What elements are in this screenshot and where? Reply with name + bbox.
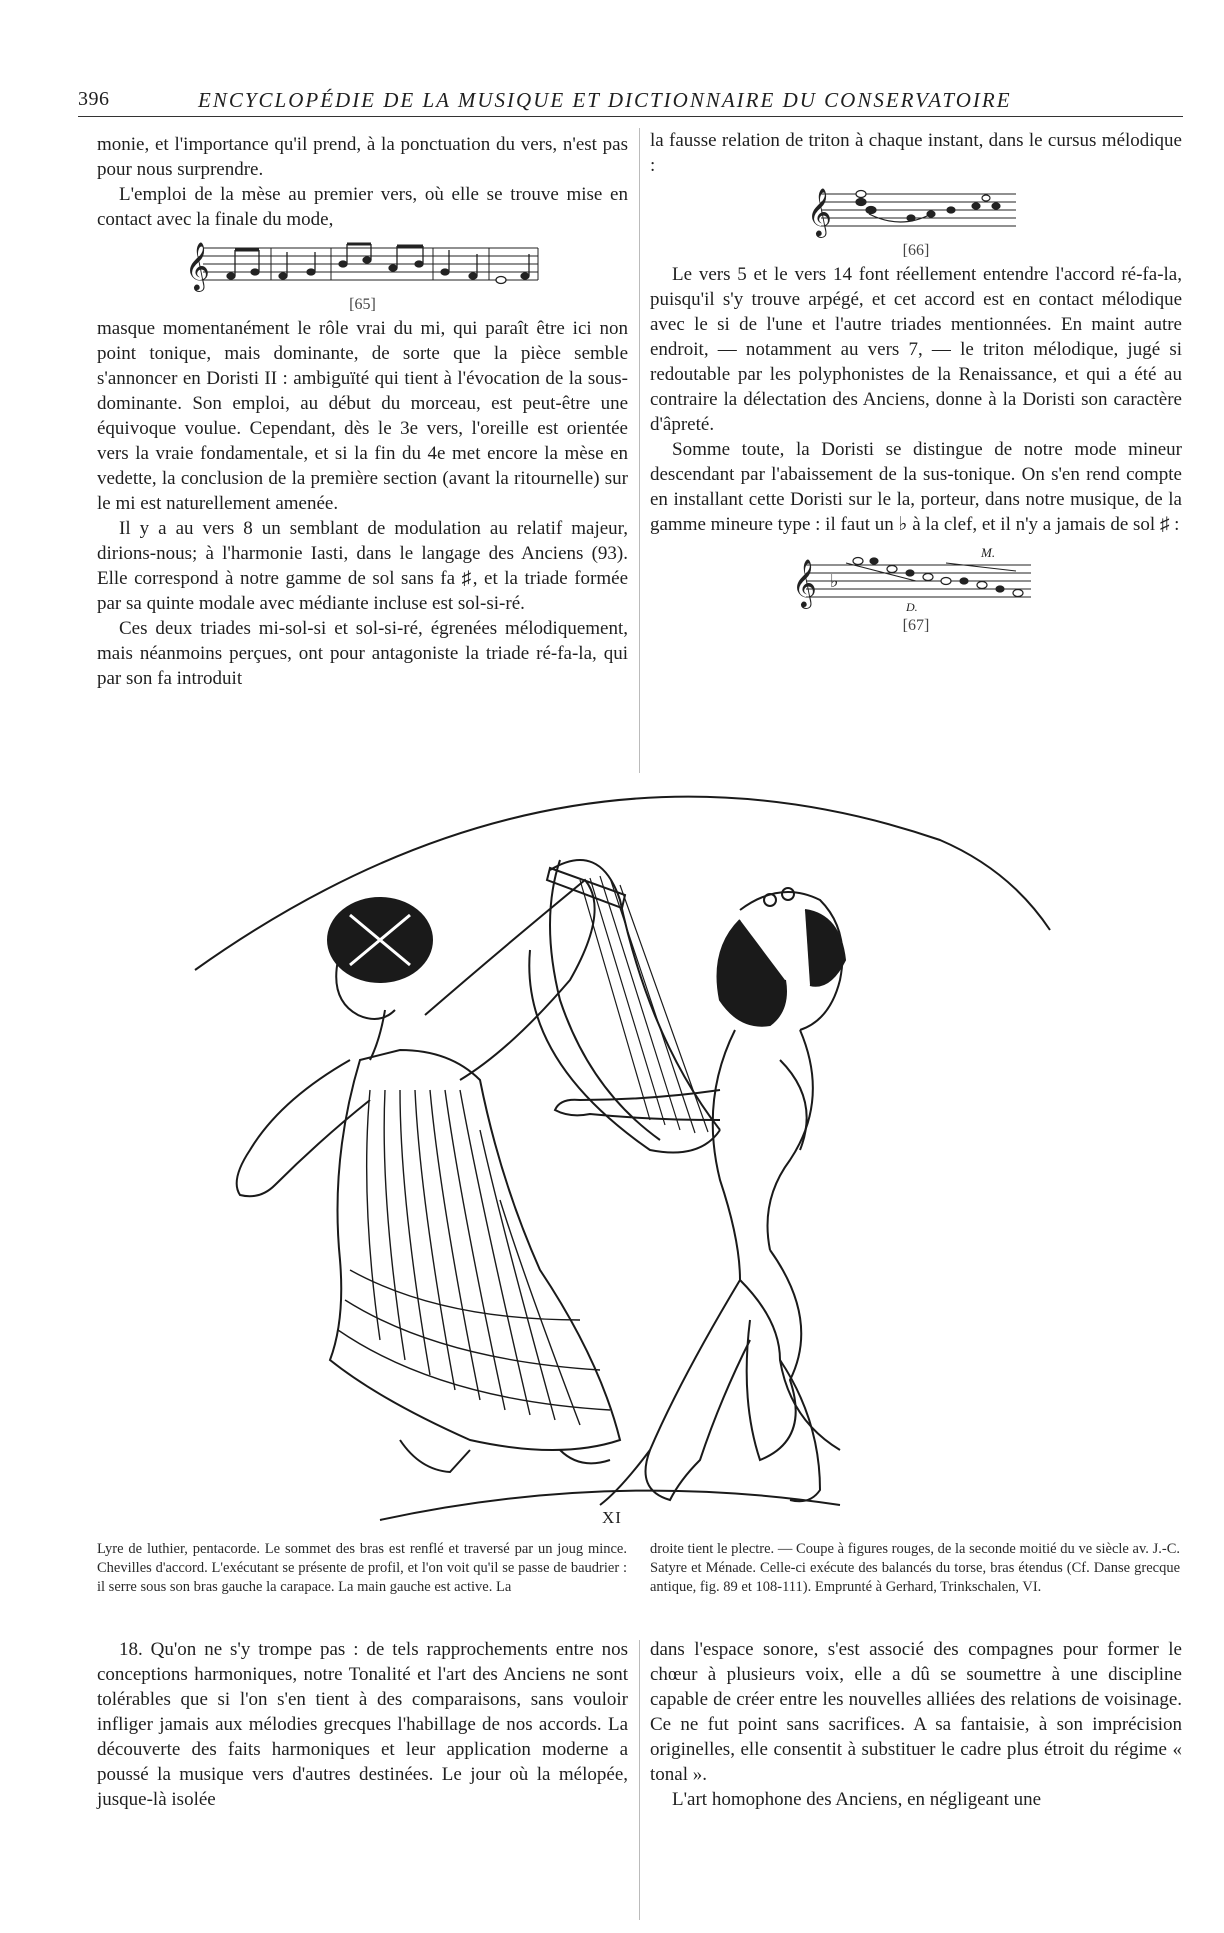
music-example-67 xyxy=(792,541,1036,614)
right-column-top xyxy=(650,128,1182,637)
figure-caption-right: droite tient le plectre. — Coupe à figures rouges, de la seconde moitié du ve siècle av. J.-C. Satyre et Ménade. Celle-ci exécute des balancés du torse, bras étendus (Cf. Danse grecque antique, fig. 89 et 108-111). Emprunté à Gerhard, Trinkschalen, VI. xyxy=(650,1541,1180,1595)
paragraph: Le vers 5 et le vers 14 font réellement entendre l'accord ré-fa-la, puisqu'il s'y trouve arpégé, et cet accord est en contact mélodique avec le si de l'une et l'autre triades mentionnées. En maint autre endroit, — notamment au vers 7, — le triton mélodique, jugé si redoutable par les polyphonistes de la Renaissance, et qui a été au contraire la délectation des Anciens, donne à la Doristi son caractère d'âpreté. xyxy=(650,264,1182,435)
example-label: [65] xyxy=(349,296,376,313)
figure-caption-left: Lyre de luthier, pentacorde. Le sommet des bras est renflé et traversé par un joug mince. Chevilles d'accord. L'exécutant se présente de profil, et l'on voit qu'il se passe de baudrier : il serre sous son bras gauche la carapace. La main gauche est active. La xyxy=(97,1541,627,1595)
column-divider xyxy=(639,128,640,773)
paragraph: L'art homophone des Anciens, en négligeant une xyxy=(672,1789,1042,1810)
example-mark-m: M. xyxy=(981,545,996,560)
paragraph: Ces deux triades mi-sol-si et sol-si-ré, égrenées mélodiquement, mais néanmoins perçues, ont pour antagoniste la triade ré-fa-la, qui par son fa introduit xyxy=(97,618,628,689)
music-example-65 xyxy=(183,236,543,292)
paragraph: monie, et l'importance qu'il prend, à la ponctuation du vers, n'est pas pour nous surprendre. xyxy=(97,134,628,180)
svg-text:𝄞: 𝄞 xyxy=(184,241,210,290)
paragraph-section-18: 18. Qu'on ne s'y trompe pas : de tels rapprochements entre nos conceptions harmoniques, notre Tonalité et l'art des Anciens ne sont tolérables que si l'on s'en tient à des comparaisons, sans vouloir infliger jamais aux mélodies grecques l'habillage de nos accords. La découverte des faits harmoniques et leur application moderne a poussé la musique vers d'autres destinées. Le jour où la mélopée, jusque-là isolée xyxy=(97,1639,628,1810)
svg-text:♭: ♭ xyxy=(830,571,839,592)
svg-text:𝄞: 𝄞 xyxy=(792,558,817,607)
music-example-66 xyxy=(807,182,1021,238)
header-rule xyxy=(78,116,1183,117)
paragraph: Il y a au vers 8 un semblant de modulation au relatif majeur, dirions-nous; à l'harmonie Iasti, dans le langage des Anciens (93). Elle correspond à notre gamme de sol sans fa ♯, et la triade formée par sa quinte modale avec médiante incluse est sol-si-ré. xyxy=(97,518,628,614)
paragraph: Somme toute, la Doristi se distingue de notre mode mineur descendant par l'abaissement de la sus-tonique. On s'en rend compte en installant cette Doristi sur le la, porteur, dans notre musique, de la gamme mineure type : il faut un ♭ à la clef, et il n'y a jamais de sol ♯ : xyxy=(650,439,1182,535)
running-head: ENCYCLOPÉDIE DE LA MUSIQUE ET DICTIONNAIRE DU CONSERVATOIRE xyxy=(198,88,1012,112)
example-label: [66] xyxy=(902,242,930,259)
paragraph: L'emploi de la mèse au premier vers, où elle se trouve mise en contact avec la finale du mode, xyxy=(97,184,628,230)
paragraph: dans l'espace sonore, s'est associé des compagnes pour former le chœur à plusieurs voix, elle a dû se soumettre à une discipline capable de créer entre les nouvelles alliées des relations de voisinage. Ce ne fut point sans sacrifices. A sa fantaisie, à son imprécision originelles, elle consentit à substituer le cadre plus étroit du régime « tonal ». xyxy=(650,1639,1182,1785)
paragraph: la fausse relation de triton à chaque instant, dans le cursus mélodique : xyxy=(650,130,1182,176)
plate-number: XI xyxy=(602,1508,622,1527)
page-number: 396 xyxy=(78,88,110,110)
example-mark-d: D. xyxy=(906,600,918,614)
left-column-bottom xyxy=(97,1637,628,1812)
vase-illustration xyxy=(180,800,1060,1520)
satyr-figure xyxy=(529,860,845,1505)
paragraph: masque momentanément le rôle vrai du mi, qui paraît être ici non point tonique, mais dominante, de sorte que la pièce semble s'annoncer en Doristi II : ambiguïté qui tient à l'évocation de la sous-dominante. Son emploi, au début du morceau, est peut-être une équivoque voulue. Cependant, dès le 3e vers, l'oreille est orientée vers la vraie fondamentale, et si la fin du 4e met encore la mèse en vedette, la conclusion de la première section (avant la ritournelle) sur le mi est naturellement amenée. xyxy=(97,318,628,514)
example-label: [67] xyxy=(902,617,930,634)
svg-text:𝄞: 𝄞 xyxy=(807,187,832,236)
column-divider xyxy=(639,1640,640,1920)
left-column-top xyxy=(97,132,628,691)
page-header xyxy=(78,88,1183,114)
right-column-bottom xyxy=(650,1637,1182,1812)
maenad-figure xyxy=(237,880,620,1472)
